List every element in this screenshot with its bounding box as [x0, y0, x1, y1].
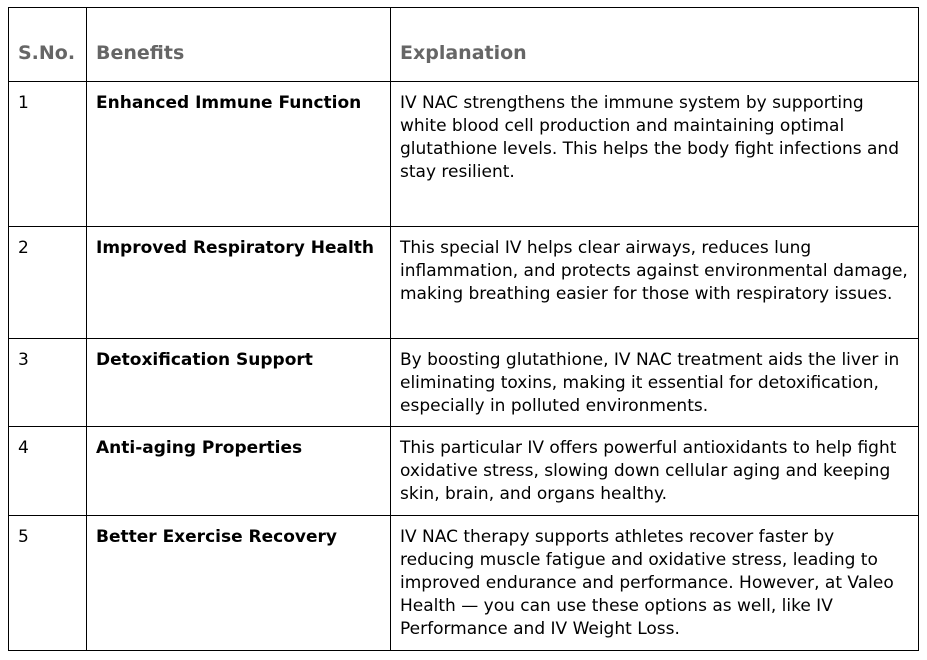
- row-explanation: IV NAC strengthens the immune system by supporting white blood cell production and maintaining optimal glutathione levels. This helps the body fight infections and stay resilient.: [391, 82, 919, 227]
- row-sno: 3: [9, 339, 87, 427]
- row-sno: 4: [9, 427, 87, 516]
- table-body: [9, 82, 919, 651]
- benefits-table: [8, 7, 919, 651]
- row-explanation: IV NAC therapy supports athletes recover faster by reducing muscle fatigue and oxidative stress, leading to improved endurance and performance. However, at Valeo Health — you can use these options as well, like IV Performance and IV Weight Loss.: [391, 516, 919, 651]
- row-sno: 2: [9, 227, 87, 339]
- table-row: [9, 227, 919, 339]
- row-benefit: Detoxification Support: [87, 339, 391, 427]
- row-benefit: Better Exercise Recovery: [87, 516, 391, 651]
- row-sno: 5: [9, 516, 87, 651]
- table-row: [9, 516, 919, 651]
- row-explanation: This special IV helps clear airways, reduces lung inflammation, and protects against environmental damage, making breathing easier for those with respiratory issues.: [391, 227, 919, 339]
- row-benefit: Anti-aging Properties: [87, 427, 391, 516]
- row-sno: 1: [9, 82, 87, 227]
- header-sno: S.No.: [9, 8, 87, 82]
- row-benefit: Enhanced Immune Function: [87, 82, 391, 227]
- header-row: [9, 8, 919, 82]
- table-header: [9, 8, 919, 82]
- header-benefits: Benefits: [87, 8, 391, 82]
- table-row: [9, 339, 919, 427]
- table-row: [9, 82, 919, 227]
- table-row: [9, 427, 919, 516]
- row-explanation: By boosting glutathione, IV NAC treatment aids the liver in eliminating toxins, making it essential for detoxification, especially in polluted environments.: [391, 339, 919, 427]
- header-explanation: Explanation: [391, 8, 919, 82]
- row-benefit: Improved Respiratory Health: [87, 227, 391, 339]
- row-explanation: This particular IV offers powerful antioxidants to help fight oxidative stress, slowing down cellular aging and keeping skin, brain, and organs healthy.: [391, 427, 919, 516]
